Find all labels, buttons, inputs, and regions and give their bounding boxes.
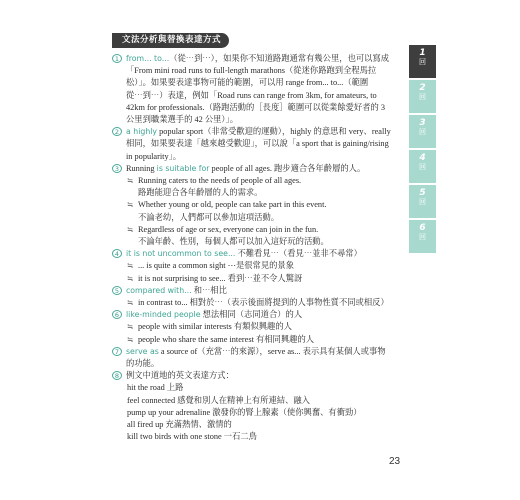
alternative-expression <box>112 273 407 285</box>
alt-text: people with similar interests 有類似興趣的人 <box>138 322 292 332</box>
alternative-expression <box>112 175 407 187</box>
translation: 不論老幼，人們都可以參加這項活動。 <box>138 212 280 222</box>
note-item-3 <box>112 163 407 175</box>
note-text: 相同，如果要表達「越來越受歡迎」，可以說「a sport that is gaining/rising <box>126 139 389 149</box>
page-number: 23 <box>389 456 401 467</box>
translation: 路跑能迎合各年齡層的人的需求。 <box>138 188 263 198</box>
tab-label: 回 <box>419 163 426 171</box>
item-number: 3 <box>112 164 122 173</box>
chapter-tab-4[interactable] <box>409 150 436 183</box>
alternative-expression <box>112 297 407 309</box>
note-text: 松）」。如果要表達事物可能的範圍，可以用 range from... to...（範圍 <box>126 78 369 88</box>
approx-icon: ≒ <box>127 224 134 234</box>
note-text: 42km for professionals.（路跑活動的［長度］範圍可以從業餘愛好者的 3 <box>126 102 386 112</box>
item-number: 6 <box>112 310 122 319</box>
alt-text: people who share the same interest 有相同興趣的人 <box>138 334 315 344</box>
key-phrase: serve as <box>126 346 159 356</box>
note-text: 例文中道地的英文表達方式： <box>126 371 234 381</box>
note-item-7 <box>112 346 407 370</box>
note-text: a source of（充當⋯的來源），serve as... 表示具有某個人或事物 <box>158 346 386 356</box>
approx-icon: ≒ <box>127 200 134 210</box>
tab-label: 回 <box>419 233 426 241</box>
chapter-tab-6[interactable] <box>409 220 436 253</box>
tab-label: 回 <box>419 93 426 101</box>
note-text: 從⋯到⋯）表達，例如「Road runs can range from 3km, for amateurs, to <box>126 90 377 100</box>
note-text: 「From mini road runs to full-length marathons（從迷你路跑到全程馬拉 <box>126 66 377 76</box>
approx-icon: ≒ <box>127 273 134 283</box>
tab-label: 回 <box>419 198 426 206</box>
approx-icon: ≒ <box>127 261 134 271</box>
note-item-8 <box>112 370 407 382</box>
grammar-notes <box>112 53 407 444</box>
item-number: 4 <box>112 249 122 258</box>
section-header: 文法分析與替換表達方式 <box>112 33 229 48</box>
chapter-tab-5[interactable] <box>409 185 436 218</box>
note-item-4 <box>112 248 407 260</box>
idiom-line: all fired up 充滿熱情、激情的 <box>127 420 232 430</box>
note-text: 不難看見⋯（看見⋯並非不尋常） <box>235 249 362 259</box>
note-text: （從⋯到⋯），如果你不知道路跑通常有幾公里，也可以寫成 <box>169 54 390 63</box>
key-phrase: it is not uncommon to see... <box>126 249 236 259</box>
note-item-2 <box>112 126 407 163</box>
tab-number: 6 <box>419 223 426 233</box>
alt-text: Regardless of age or sex, everyone can join in the fun. <box>138 224 319 234</box>
alt-text: ... is quite a common sight ⋯是很常見的景象 <box>138 261 295 271</box>
alt-text: Whether young or old, people can take part in this event. <box>138 200 327 210</box>
note-text: in popularity」。 <box>126 151 182 161</box>
idiom-line: hit the road 上路 <box>127 383 184 393</box>
idiom-line: kill two birds with one stone 一石二鳥 <box>127 432 257 442</box>
alternative-expression <box>112 334 407 346</box>
alt-text: Running caters to the needs of people of all ages. <box>138 176 302 186</box>
key-phrase: is suitable for <box>156 163 210 173</box>
approx-icon: ≒ <box>127 322 134 332</box>
key-phrase: compared with... <box>126 285 192 295</box>
note-text: 和⋯相比 <box>191 285 227 295</box>
note-text: 的功能。 <box>126 359 160 369</box>
note-text: Running <box>126 163 157 173</box>
alt-text: it is not surprising to see... 看到⋯並不令人驚訝 <box>138 273 303 283</box>
tab-label: 回 <box>419 58 426 66</box>
approx-icon: ≒ <box>127 298 134 308</box>
chapter-tab-3[interactable] <box>409 115 436 148</box>
alternative-expression <box>112 224 407 236</box>
item-number: 2 <box>112 127 122 136</box>
note-text: people of all ages. 跑步適合各年齡層的人。 <box>209 163 366 173</box>
item-number: 1 <box>112 54 122 63</box>
key-phrase: from... to... <box>126 54 170 63</box>
note-text: popular sport（非常受歡迎的運動），highly 的意思和 very、really <box>157 127 391 137</box>
item-number: 7 <box>112 347 122 356</box>
translation: 不論年齡、性別，每個人都可以加入這好玩的活動。 <box>138 237 329 247</box>
item-number: 5 <box>112 286 122 295</box>
idiom-line: feel connected 感覺和別人在精神上有所連結、融入 <box>127 395 310 405</box>
key-phrase: like-minded people <box>126 310 201 320</box>
idiom-line: pump up your adrenaline 激發你的腎上腺素（使你興奮、有衝勁） <box>127 407 362 417</box>
alternative-expression <box>112 260 407 272</box>
alt-text: in contrast to... 相對於⋯（表示後面將提到的人事物性質不同或相反） <box>138 298 389 308</box>
note-text: 公里到職業選手的 42 公里）」。 <box>126 115 239 125</box>
key-phrase: a highly <box>126 127 158 137</box>
note-text: 想法相同（志同道合）的人 <box>200 310 303 320</box>
alternative-expression <box>112 321 407 333</box>
tab-number: 1 <box>419 48 426 58</box>
chapter-tab-2[interactable] <box>409 80 436 113</box>
alternative-expression <box>112 199 407 211</box>
note-item-6 <box>112 309 407 321</box>
tab-label: 回 <box>419 128 426 136</box>
tab-number: 2 <box>419 83 426 93</box>
approx-icon: ≒ <box>127 334 134 344</box>
tab-number: 5 <box>419 188 426 198</box>
tab-number: 4 <box>419 153 426 163</box>
approx-icon: ≒ <box>127 176 134 186</box>
note-item-5 <box>112 285 407 297</box>
chapter-tab-1[interactable] <box>409 45 436 78</box>
chapter-tabs <box>409 45 436 255</box>
item-number: 8 <box>112 371 122 380</box>
tab-number: 3 <box>419 118 426 128</box>
note-item-1 <box>112 53 407 126</box>
